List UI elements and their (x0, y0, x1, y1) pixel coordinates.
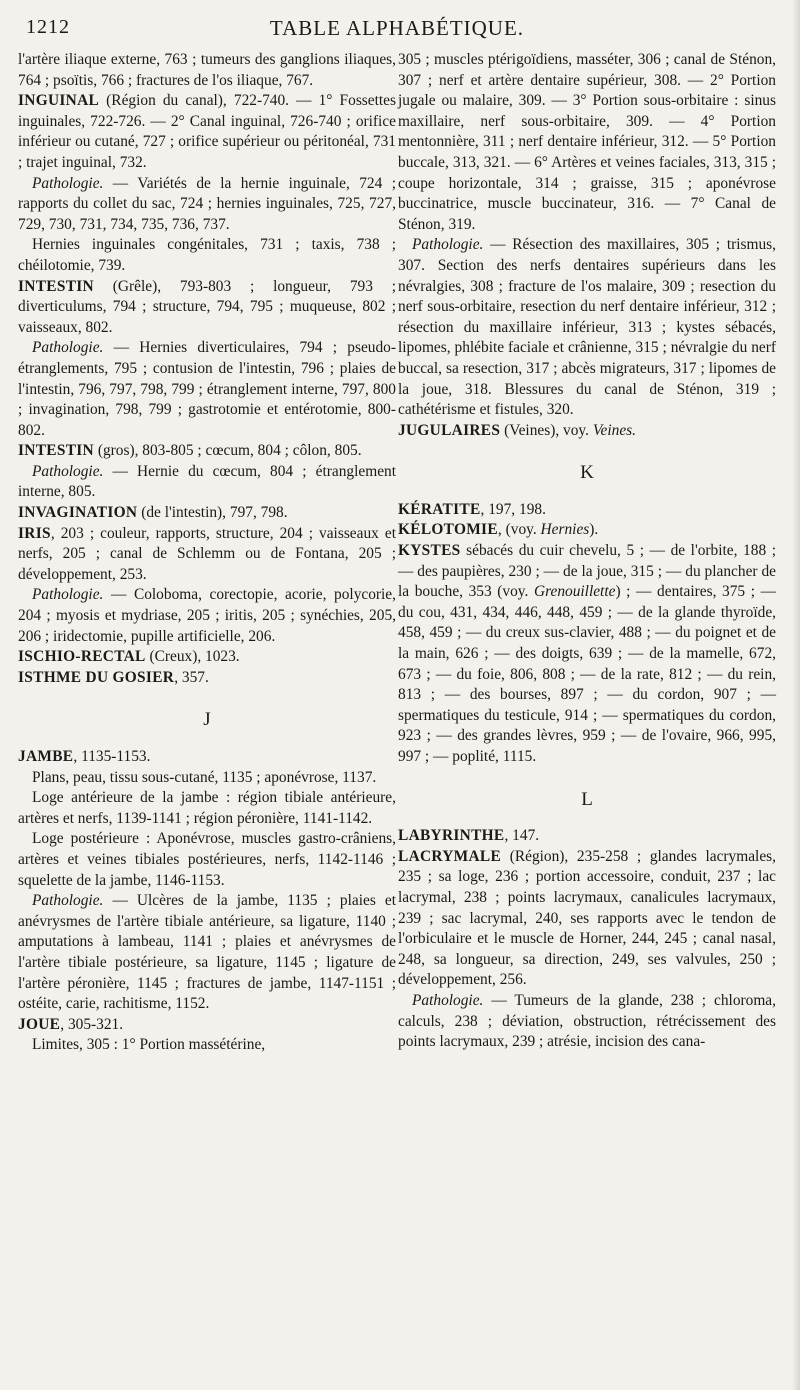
entry-continuation: l'artère iliaque externe, 763 ; tumeurs des ganglions iliaques, 764 ; psoïtis, 766 ; fractures de l'os iliaque, 767. (18, 51, 396, 89)
entry-text: , 197, 198. (480, 500, 546, 518)
headword: LACRYMALE (398, 847, 502, 865)
headword: JAMBE (18, 748, 74, 765)
cross-reference: Hernies (540, 521, 590, 539)
headword: KYSTES (398, 542, 461, 560)
headword: KÉLOTOMIE (398, 521, 498, 539)
entry-subparagraph: Limites, 305 : 1° Portion massétérine, (32, 1036, 266, 1054)
pathologie-label: Pathologie. (412, 991, 484, 1009)
cross-reference: Veines. (592, 421, 636, 439)
entry-subparagraph: Loge antérieure de la jambe : région tibiale antérieure, artères et nerfs, 1139-1141 ; région péronière, 1141-1142. (18, 789, 396, 827)
pathologie-jambe (18, 891, 396, 1015)
headword: ISTHME DU GOSIER (18, 668, 175, 686)
pathologie-joue (398, 235, 776, 420)
left-column (18, 50, 396, 1056)
pathologie-label: Pathologie. (32, 892, 104, 910)
section-letter-l: L (581, 788, 593, 810)
section-letter-j: J (203, 709, 211, 731)
entry-kystes (398, 541, 776, 768)
entry-text: sébacés du cuir chevelu, 5 ; — de l'orbite, 188 ; — des paupières, 230 ; — de la joue, 315 ; — du plancher de la bouche, 353 (voy. (398, 542, 776, 601)
entry-subparagraph: Plans, peau, tissu sous-cutané, 1135 ; aponévrose, 1137. (32, 768, 377, 786)
pathologie-label: Pathologie. (32, 462, 104, 480)
page-number: 1212 (26, 16, 70, 38)
entry-text: (Grêle), 793-803 ; longueur, 793 ; diverticulums, 794 ; structure, 794, 795 ; muqueuse, 802 ; vaisseaux, 802. (18, 277, 396, 336)
headword: ISCHIO-RECTAL (18, 648, 146, 666)
headword: INGUINAL (18, 92, 100, 110)
entry-text: ). (589, 521, 599, 539)
entry-text: — Hernie du cœcum, 804 ; étranglement interne, 805. (18, 462, 396, 501)
two-column-body (18, 50, 776, 1056)
entry-text: (Creux), 1023. (145, 648, 240, 666)
entry-text: — Tumeurs de la glande, 238 ; chloroma, calculs, 238 ; déviation, obstruction, rétrécissement des points lacrymaux, 239 ; atrésie, incision des cana- (398, 991, 776, 1051)
headword: JOUE (18, 1015, 61, 1033)
pathologie-intestin-gros (18, 462, 396, 503)
entry-invagination (18, 503, 396, 524)
entry-isthme (18, 668, 396, 689)
entry-intestin-grele (18, 277, 396, 339)
entry-inguinal (18, 91, 396, 173)
entry-text: , (voy. (497, 521, 541, 539)
pathologie-label: Pathologie. (412, 236, 484, 254)
headword: INTESTIN (18, 442, 94, 460)
page-edge-shadow (792, 0, 800, 1390)
right-column (398, 50, 776, 1056)
entry-subparagraph: Hernies inguinales congénitales, 731 ; taxis, 738 ; chéilotomie, 739. (18, 236, 396, 274)
entry-continuation: 305 ; muscles ptérigoïdiens, masséter, 306 ; canal de Sténon, 307 ; nerf et artère dentaire supérieur, 308. — 2° Portion jugale ou malaire, 309. — 3° Portion sous-orbitaire : sinus maxillaire, nerf sous-orbitaire, 309. — 4° Portion mentonnière, 311 ; nerf dentaire inférieur, 312. — 5° Portion buccale, 313, 321. — 6° Artères et veines faciales, 313, 315 ; coupe horizontale, 314 ; graisse, 315 ; aponévrose buccinatrice, muscle buccinateur, 316. — 7° Canal de Sténon, 319. (398, 51, 776, 233)
entry-text: — Hernies diverticulaires, 794 ; pseudo-étranglements, 795 ; contusion de l'intestin, 796 ; plaies de l'intestin, 796, 797, 798, 799 ; étranglement interne, 797, 800 ; invagination, 798, 799 ; gastrotomie et entérotomie, 800-802. (18, 339, 396, 439)
entry-text: , 203 ; couleur, rapports, structure, 204 ; vaisseaux et nerfs, 205 ; canal de Schlemm ou de Fontana, 205 ; développement, 253. (18, 524, 396, 583)
entry-text: (Région du canal), 722-740. — 1° Fossettes inguinales, 722-726. — 2° Canal inguinal, 726-740 ; orifice inférieur ou cutané, 727 ; orifice supérieur ou péritonéal, 731 ; trajet inguinal, 732. (18, 92, 396, 171)
headword: IRIS (18, 524, 51, 542)
pathologie-inguinal (18, 174, 396, 236)
entry-keratite (398, 500, 776, 521)
pathologie-label: Pathologie. (32, 586, 104, 604)
pathologie-iris (18, 585, 396, 647)
headword: KÉRATITE (398, 500, 481, 518)
entry-text: (Veines), voy. (500, 421, 593, 439)
entry-text: (gros), 803-805 ; cœcum, 804 ; côlon, 805. (93, 442, 362, 460)
headword: JUGULAIRES (398, 421, 501, 439)
entry-iris (18, 524, 396, 586)
pathologie-intestin-grele (18, 338, 396, 441)
entry-text: (de l'intestin), 797, 798. (137, 504, 288, 522)
entry-kelotomie (398, 520, 776, 541)
entry-text: , 1135-1153. (73, 748, 151, 765)
entry-text: — Variétés de la hernie inguinale, 724 ; rapports du collet du sac, 724 ; hernies inguinales, 725, 727, 729, 730, 731, 734, 735, 736, 737. (18, 174, 396, 233)
entry-text: , 305-321. (60, 1015, 124, 1033)
entry-text: — Ulcères de la jambe, 1135 ; plaies et anévrysmes de l'artère tibiale antérieure, sa ligature, 1140 ; amputations à lambeau, 1141 ; plaies et anévrysmes de l'artère tibiale postérieure, sa ligature, 1145 ; ligature de l'artère péronière, 1145 ; fractures de jambe, 1147-1151 ; ostéite, carie, rachitisme, 1152. (18, 892, 396, 1013)
entry-text: (Région), 235-258 ; glandes lacrymales, 235 ; sa loge, 236 ; portion accessoire, conduit, 237 ; lac lacrymal, 238 ; points lacrymaux, canalicules lacrymaux, 239 ; sac lacrymal, 240, ses rapports avec le tendon de l'orbiculaire et le muscle de Horner, 244, 245 ; canal nasal, 248, sa longueur, sa direction, 249, ses valvules, 250 ; développement, 256. (398, 847, 776, 989)
entry-text: ) ; — dentaires, 375 ; — du cou, 431, 434, 446, 448, 459 ; — de la glande thyroïde, 458, 459 ; — du creux sus-clavier, 488 ; — du poignet et de la main, 626 ; — des doigts, 639 ; — de la mamelle, 672, 673 ; — du foie, 806, 808 ; — de la rate, 812 ; — du rein, 813 ; — des bourses, 897 ; — du cordon, 907 ; — spermatiques du testicule, 914 ; — spermatiques du cordon, 923 ; — des grandes lèvres, 959 ; — de l'ovaire, 966, 995, 997 ; — poplité, 1115. (398, 583, 777, 765)
headword: LABYRINTHE (398, 827, 505, 845)
entry-jambe (18, 747, 396, 768)
pathologie-lacrymale (398, 991, 776, 1053)
entry-text: — Résection des maxillaires, 305 ; trismus, 307. Section des nerfs dentaires supérieurs dans les névralgies, 308 ; fracture de l'os malaire, 309 ; resection du nerf sous-orbitaire, resection du nerf dentaire inférieur, 312 ; résection du maxillaire inférieur, 313 ; kystes sébacés, lipomes, phlébite faciale et crânienne, 315 ; névralgie du nerf buccal, sa resection, 317 ; abcès migrateurs, 317 ; lipomes de la joue, 318. Blessures du canal de Sténon, 319 ; cathétérisme et fistules, 320. (398, 236, 776, 419)
running-header (18, 10, 776, 50)
cross-reference: Grenouillette (533, 583, 616, 601)
running-title: TABLE ALPHABÉTIQUE. (269, 16, 525, 40)
entry-subparagraph: Loge postérieure : Aponévrose, muscles gastro-crâniens, artères et veines tibiales postérieures, nerfs, 1142-1146 ; squelette de la jambe, 1146-1153. (18, 830, 396, 889)
entry-intestin-gros (18, 441, 396, 462)
entry-text: , 147. (504, 827, 540, 845)
headword: INTESTIN (18, 277, 94, 295)
pathologie-label: Pathologie. (32, 174, 104, 192)
entry-ischio-rectal (18, 647, 396, 668)
entry-labyrinthe (398, 826, 776, 847)
entry-text: , 357. (174, 668, 209, 686)
entry-jugulaires (398, 421, 776, 442)
entry-lacrymale (398, 847, 776, 991)
entry-text: — Coloboma, corectopie, acorie, polycorie, 204 ; myosis et mydriase, 205 ; iritis, 205 ; synéchies, 205, 206 ; iridectomie, pupille artificielle, 206. (18, 586, 396, 645)
entry-joue (18, 1015, 396, 1036)
headword: INVAGINATION (18, 504, 138, 522)
pathologie-label: Pathologie. (32, 339, 104, 357)
section-letter-k: K (580, 462, 594, 484)
